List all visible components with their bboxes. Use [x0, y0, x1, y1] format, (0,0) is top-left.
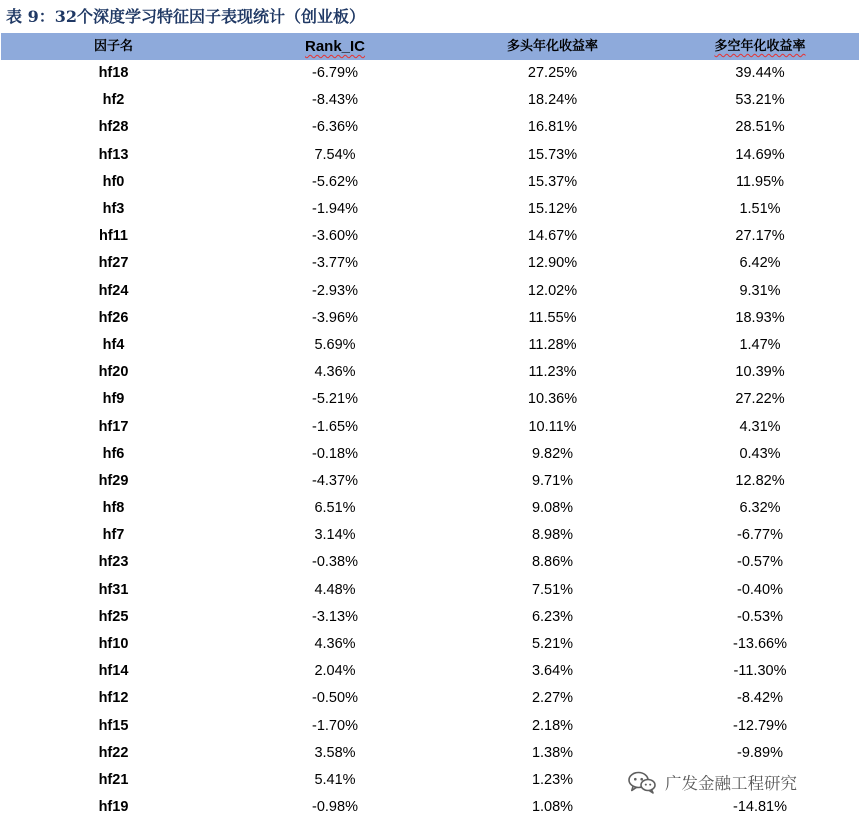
cell-long-return: 1.38% [531, 744, 574, 761]
watermark [627, 770, 797, 794]
cell-long-return: 14.67% [527, 228, 578, 245]
cell-long-return: 10.36% [527, 391, 578, 408]
table-row [1, 305, 859, 332]
table-row [1, 577, 859, 604]
cell-rank-ic: -5.21% [312, 391, 358, 408]
cell-factor: hf20 [98, 364, 129, 381]
table-row [1, 441, 859, 468]
cell-long-return: 6.23% [531, 608, 574, 625]
cell-rank-ic: 5.41% [314, 771, 356, 788]
cell-rank-ic: -8.43% [312, 92, 358, 109]
cell-long-return: 11.55% [528, 309, 577, 326]
cell-long-return: 8.98% [531, 527, 574, 544]
table-row [1, 713, 859, 740]
cell-rank-ic: 2.04% [314, 663, 356, 680]
cell-long-return: 9.08% [531, 500, 574, 517]
header-long-short-return-label: 多空年化收益率 [714, 39, 806, 54]
cell-long-short-return: -12.79% [732, 717, 787, 734]
cell-long-short-return: 6.42% [739, 255, 781, 272]
header-long-short-return [661, 33, 859, 60]
cell-factor: hf25 [98, 608, 129, 625]
cell-rank-ic: -1.65% [312, 418, 358, 435]
cell-factor: hf6 [102, 445, 125, 462]
cell-rank-ic: 7.54% [314, 146, 356, 163]
cell-rank-ic: -2.93% [312, 282, 358, 299]
cell-factor: hf3 [102, 201, 125, 218]
cell-long-short-return: 12.82% [735, 472, 785, 489]
cell-long-return: 5.21% [531, 636, 574, 653]
cell-factor: hf2 [102, 92, 125, 109]
cell-long-return: 10.11% [528, 418, 577, 435]
header-rank-ic [226, 33, 444, 60]
cell-long-return: 2.27% [531, 690, 574, 707]
header-rank-ic-label: Rank_IC [304, 38, 366, 55]
cell-long-short-return: 0.43% [739, 445, 781, 462]
table-row [1, 278, 859, 305]
cell-long-return: 7.51% [531, 581, 574, 598]
cell-factor: hf17 [98, 418, 129, 435]
table-row [1, 142, 859, 169]
cell-long-return: 12.90% [527, 255, 578, 272]
cell-rank-ic: -1.70% [312, 717, 358, 734]
cell-rank-ic: -6.36% [312, 119, 358, 136]
cell-long-return: 15.37% [527, 173, 578, 190]
table-row [1, 60, 859, 87]
cell-factor: hf31 [98, 581, 129, 598]
cell-long-return: 2.18% [531, 717, 574, 734]
table-row [1, 740, 859, 767]
cell-rank-ic: -3.96% [312, 309, 358, 326]
cell-long-short-return: 14.69% [735, 146, 785, 163]
cell-rank-ic: -5.62% [312, 173, 358, 190]
cell-factor: hf9 [102, 391, 125, 408]
cell-long-short-return: 10.39% [735, 364, 785, 381]
cell-factor: hf24 [98, 282, 129, 299]
cell-long-return: 15.12% [527, 201, 578, 218]
cell-rank-ic: -1.94% [312, 201, 358, 218]
table-row [1, 359, 859, 386]
cell-long-short-return: 28.51% [735, 119, 785, 136]
cell-long-short-return: 53.21% [735, 92, 785, 109]
cell-factor: hf28 [98, 119, 129, 136]
cell-long-return: 11.23% [528, 364, 577, 381]
cell-long-return: 3.64% [531, 663, 574, 680]
table-row [1, 196, 859, 223]
cell-long-short-return: -11.30% [733, 663, 787, 680]
table-row [1, 468, 859, 495]
cell-rank-ic: 6.51% [314, 500, 356, 517]
cell-factor: hf29 [98, 472, 129, 489]
cell-long-short-return: 9.31% [739, 282, 781, 299]
cell-rank-ic: -3.77% [312, 255, 358, 272]
cell-rank-ic: 4.36% [314, 636, 356, 653]
cell-factor: hf15 [98, 717, 129, 734]
table-row [1, 631, 859, 658]
cell-long-return: 15.73% [527, 146, 578, 163]
cell-rank-ic: -0.98% [312, 799, 358, 816]
cell-rank-ic: 3.14% [314, 527, 356, 544]
table-row [1, 685, 859, 712]
cell-long-return: 12.02% [527, 282, 578, 299]
table-row [1, 604, 859, 631]
cell-long-return: 27.25% [527, 65, 578, 82]
cell-long-short-return: 1.47% [739, 336, 781, 353]
cell-rank-ic: -0.18% [312, 445, 358, 462]
cell-rank-ic: 3.58% [314, 744, 356, 761]
cell-rank-ic: 5.69% [314, 336, 356, 353]
cell-long-short-return: 18.93% [735, 309, 785, 326]
cell-factor: hf22 [98, 744, 129, 761]
wechat-icon [627, 770, 657, 794]
table-title: 表 9：32个深度学习特征因子表现统计（创业板） [6, 7, 365, 26]
cell-long-short-return: 39.44% [735, 65, 785, 82]
cell-long-short-return: 27.17% [735, 228, 785, 245]
cell-rank-ic: -0.38% [312, 554, 358, 571]
cell-rank-ic: -4.37% [312, 472, 358, 489]
table-row [1, 223, 859, 250]
cell-factor: hf4 [102, 336, 125, 353]
cell-long-short-return: 27.22% [735, 391, 785, 408]
cell-factor: hf7 [102, 527, 125, 544]
cell-long-return: 1.23% [531, 771, 574, 788]
cell-factor: hf13 [98, 146, 129, 163]
table-body [1, 60, 859, 821]
cell-factor: hf18 [98, 65, 129, 82]
cell-long-return: 9.82% [531, 445, 574, 462]
cell-long-short-return: -14.81% [732, 799, 787, 816]
cell-factor: hf21 [98, 771, 129, 788]
cell-long-return: 16.81% [527, 119, 578, 136]
cell-long-short-return: -6.77% [737, 527, 783, 544]
cell-long-return: 11.28% [528, 336, 577, 353]
cell-long-short-return: -0.40% [737, 581, 783, 598]
table-header-row [1, 33, 859, 60]
table-row [1, 522, 859, 549]
table-row [1, 386, 859, 413]
cell-long-short-return: -8.42% [737, 690, 783, 707]
table-row [1, 114, 859, 141]
cell-factor: hf0 [102, 173, 125, 190]
cell-rank-ic: -3.13% [312, 608, 358, 625]
cell-long-short-return: 4.31% [739, 418, 781, 435]
cell-long-return: 9.71% [531, 472, 574, 489]
cell-factor: hf26 [98, 309, 129, 326]
header-factor: 因子名 [93, 39, 133, 54]
cell-factor: hf12 [98, 690, 129, 707]
cell-rank-ic: 4.36% [314, 364, 356, 381]
cell-long-short-return: 1.51% [739, 201, 781, 218]
cell-long-return: 8.86% [531, 554, 574, 571]
cell-long-short-return: -0.53% [737, 608, 783, 625]
watermark-text: 广发金融工程研究 [665, 774, 797, 793]
table-row [1, 549, 859, 576]
cell-factor: hf8 [102, 500, 125, 517]
table-row [1, 169, 859, 196]
cell-factor: hf14 [98, 663, 129, 680]
cell-long-short-return: 11.95% [735, 173, 785, 190]
table-row [1, 495, 859, 522]
cell-long-return: 1.08% [531, 799, 574, 816]
table-row [1, 794, 859, 821]
cell-rank-ic: 4.48% [314, 581, 356, 598]
cell-factor: hf10 [98, 636, 129, 653]
cell-factor: hf27 [98, 255, 129, 272]
cell-factor: hf11 [98, 228, 128, 245]
table-row [1, 413, 859, 440]
table-row [1, 250, 859, 277]
cell-factor: hf19 [98, 799, 129, 816]
table-row [1, 332, 859, 359]
cell-rank-ic: -0.50% [312, 690, 358, 707]
table-row [1, 87, 859, 114]
cell-long-short-return: 6.32% [739, 500, 781, 517]
cell-long-short-return: -0.57% [737, 554, 783, 571]
header-long-return: 多头年化收益率 [506, 39, 598, 54]
cell-long-short-return: -13.66% [732, 636, 787, 653]
table-row [1, 658, 859, 685]
cell-long-short-return: -9.89% [737, 744, 783, 761]
cell-rank-ic: -3.60% [312, 228, 358, 245]
cell-factor: hf23 [98, 554, 129, 571]
cell-long-return: 18.24% [527, 92, 578, 109]
cell-rank-ic: -6.79% [312, 65, 358, 82]
